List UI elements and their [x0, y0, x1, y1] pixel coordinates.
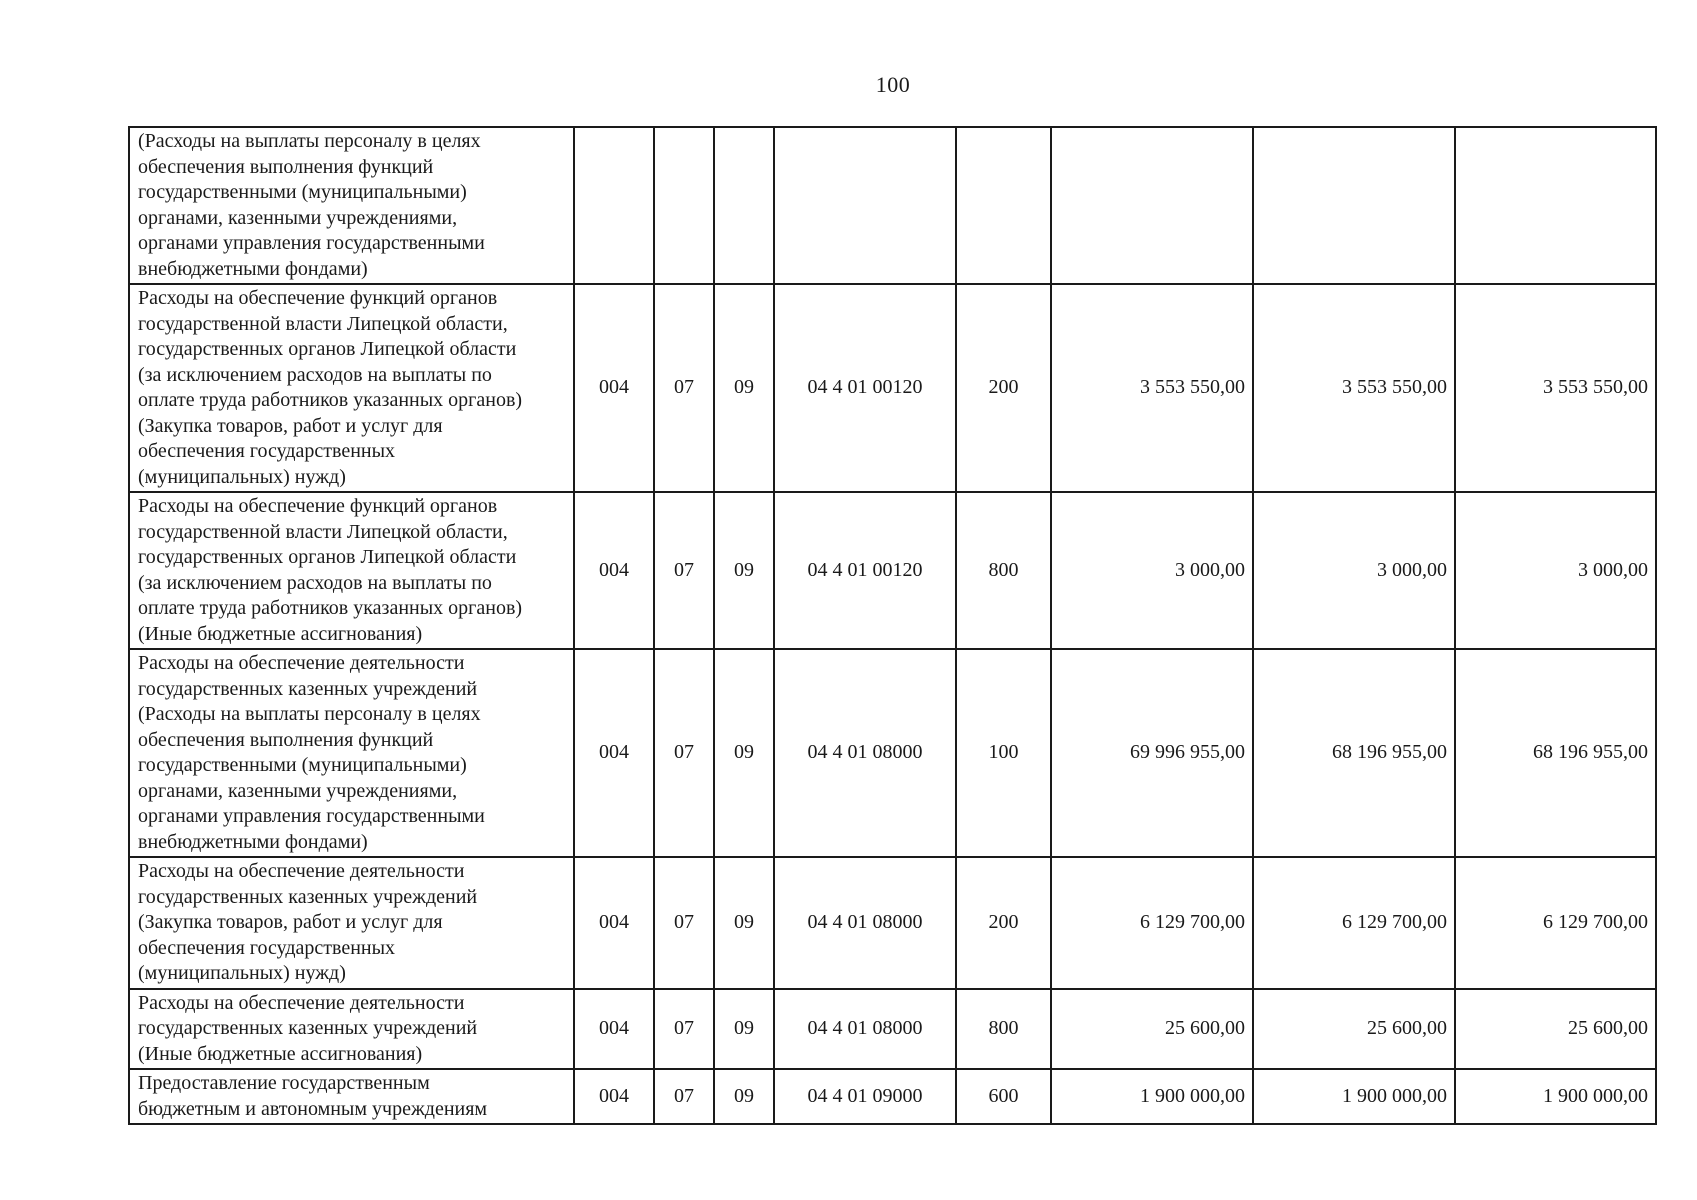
row-grbs-code: 004 — [574, 649, 654, 857]
table-row — [129, 1069, 1656, 1124]
row-target-article: 04 4 01 09000 — [774, 1069, 956, 1124]
row-subsection-code: 09 — [714, 989, 774, 1070]
row-description: Расходы на обеспечение функций органов государственной власти Липецкой области, государственных органов Липецкой области (за исключением расходов на выплаты по оплате труда работников указанных органов) (Иные бюджетные ассигнования) — [129, 492, 574, 649]
row-grbs-code: 004 — [574, 1069, 654, 1124]
row-amount-year-3: 25 600,00 — [1455, 989, 1656, 1070]
row-amount-year-3: 3 000,00 — [1455, 492, 1656, 649]
table-row — [129, 127, 1656, 284]
row-target-article — [774, 127, 956, 284]
row-expense-type: 200 — [956, 284, 1051, 492]
page-number: 100 — [875, 72, 911, 97]
row-amount-year-1: 69 996 955,00 — [1051, 649, 1253, 857]
row-amount-year-2: 68 196 955,00 — [1253, 649, 1455, 857]
row-grbs-code: 004 — [574, 989, 654, 1070]
row-expense-type: 100 — [956, 649, 1051, 857]
row-amount-year-3: 3 553 550,00 — [1455, 284, 1656, 492]
row-target-article: 04 4 01 00120 — [774, 492, 956, 649]
table-row — [129, 492, 1656, 649]
row-subsection-code: 09 — [714, 649, 774, 857]
row-amount-year-2: 6 129 700,00 — [1253, 857, 1455, 989]
row-grbs-code — [574, 127, 654, 284]
row-amount-year-2: 3 000,00 — [1253, 492, 1455, 649]
row-amount-year-3: 6 129 700,00 — [1455, 857, 1656, 989]
row-amount-year-1: 6 129 700,00 — [1051, 857, 1253, 989]
row-section-code: 07 — [654, 492, 714, 649]
row-amount-year-2: 25 600,00 — [1253, 989, 1455, 1070]
row-amount-year-3: 1 900 000,00 — [1455, 1069, 1656, 1124]
row-expense-type: 800 — [956, 492, 1051, 649]
row-amount-year-1: 25 600,00 — [1051, 989, 1253, 1070]
row-target-article: 04 4 01 00120 — [774, 284, 956, 492]
row-grbs-code: 004 — [574, 857, 654, 989]
row-description: Расходы на обеспечение деятельности государственных казенных учреждений (Расходы на выплаты персоналу в целях обеспечения выполнения функций государственными (муниципальными) органами, казенными учреждениями, органами управления государственными внебюджетными фондами) — [129, 649, 574, 857]
budget-table — [128, 126, 1657, 1125]
row-amount-year-3 — [1455, 127, 1656, 284]
row-description: Расходы на обеспечение функций органов государственной власти Липецкой области, государственных органов Липецкой области (за исключением расходов на выплаты по оплате труда работников указанных органов) (Закупка товаров, работ и услуг для обеспечения государственных (муниципальных) нужд) — [129, 284, 574, 492]
row-grbs-code: 004 — [574, 284, 654, 492]
row-section-code: 07 — [654, 857, 714, 989]
row-amount-year-2: 3 553 550,00 — [1253, 284, 1455, 492]
row-amount-year-3: 68 196 955,00 — [1455, 649, 1656, 857]
row-description: Расходы на обеспечение деятельности государственных казенных учреждений (Иные бюджетные ассигнования) — [129, 989, 574, 1070]
row-expense-type — [956, 127, 1051, 284]
row-subsection-code — [714, 127, 774, 284]
table-row — [129, 284, 1656, 492]
row-amount-year-2 — [1253, 127, 1455, 284]
row-grbs-code: 004 — [574, 492, 654, 649]
row-description: Расходы на обеспечение деятельности государственных казенных учреждений (Закупка товаров, работ и услуг для обеспечения государственных (муниципальных) нужд) — [129, 857, 574, 989]
row-subsection-code: 09 — [714, 284, 774, 492]
row-amount-year-1: 3 000,00 — [1051, 492, 1253, 649]
row-subsection-code: 09 — [714, 857, 774, 989]
row-amount-year-1: 3 553 550,00 — [1051, 284, 1253, 492]
row-section-code: 07 — [654, 1069, 714, 1124]
row-section-code — [654, 127, 714, 284]
row-description: (Расходы на выплаты персоналу в целях обеспечения выполнения функций государственными (муниципальными) органами, казенными учреждениями, органами управления государственными внебюджетными фондами) — [129, 127, 574, 284]
table-row — [129, 989, 1656, 1070]
row-target-article: 04 4 01 08000 — [774, 989, 956, 1070]
row-section-code: 07 — [654, 284, 714, 492]
row-amount-year-1 — [1051, 127, 1253, 284]
row-amount-year-2: 1 900 000,00 — [1253, 1069, 1455, 1124]
row-subsection-code: 09 — [714, 1069, 774, 1124]
row-target-article: 04 4 01 08000 — [774, 857, 956, 989]
table-row — [129, 649, 1656, 857]
row-section-code: 07 — [654, 989, 714, 1070]
row-expense-type: 800 — [956, 989, 1051, 1070]
table-row — [129, 857, 1656, 989]
row-amount-year-1: 1 900 000,00 — [1051, 1069, 1253, 1124]
row-expense-type: 200 — [956, 857, 1051, 989]
row-description: Предоставление государственным бюджетным и автономным учреждениям — [129, 1069, 574, 1124]
row-section-code: 07 — [654, 649, 714, 857]
row-expense-type: 600 — [956, 1069, 1051, 1124]
row-subsection-code: 09 — [714, 492, 774, 649]
row-target-article: 04 4 01 08000 — [774, 649, 956, 857]
